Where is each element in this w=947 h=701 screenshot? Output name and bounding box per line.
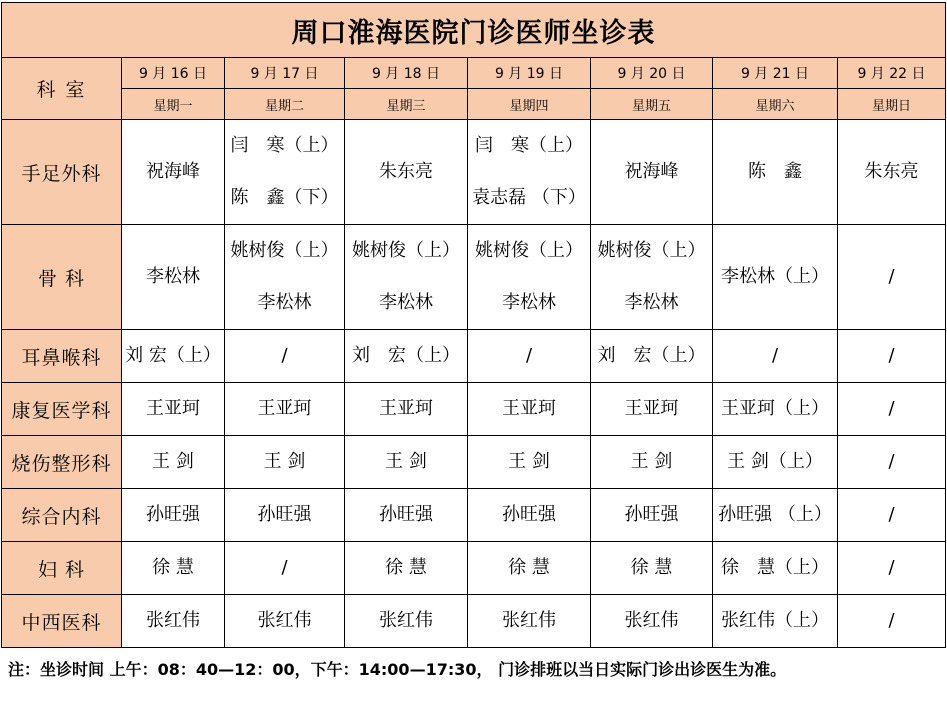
doctor-name: 王亚珂	[257, 398, 312, 419]
weekday-row	[2, 89, 946, 120]
doctor-name: 祝海峰	[624, 161, 679, 182]
schedule-cell	[468, 595, 591, 648]
schedule-cell	[225, 383, 345, 436]
department-name: 妇 科	[2, 542, 122, 595]
schedule-cell	[225, 330, 345, 383]
doctor-name: 朱东亮	[379, 161, 433, 182]
schedule-cell	[838, 595, 946, 648]
schedule-cell	[122, 542, 225, 595]
doctor-name: 王 剑	[630, 451, 673, 472]
doctor-name: 徐 慧	[385, 557, 427, 578]
schedule-footnote: 注：坐诊时间 上午：08：40—12：00，下午：14:00—17:30， 门诊排班以当日实际门诊出诊医生为准。	[8, 660, 787, 679]
doctor-name: 李松林	[146, 266, 200, 287]
schedule-cell	[713, 225, 838, 330]
schedule-cell	[468, 120, 591, 225]
doctor-name: 朱东亮	[864, 161, 919, 182]
doctor-name: 张红伟	[502, 610, 556, 631]
department-name: 康复医学科	[2, 383, 122, 436]
schedule-cell	[122, 595, 225, 648]
doctor-name: 孙旺强	[146, 504, 200, 525]
schedule-cell	[838, 436, 946, 489]
schedule-cell	[713, 383, 838, 436]
doctor-name: 陈 鑫	[748, 161, 802, 182]
schedule-cell	[468, 383, 591, 436]
schedule-cell	[225, 595, 345, 648]
table-row	[2, 489, 946, 542]
doctor-name: 孙旺强	[257, 504, 312, 525]
doctor-name: 李松林	[502, 292, 556, 313]
doctor-name: 王 剑	[508, 451, 550, 472]
doctor-name: 王 剑	[385, 451, 427, 472]
doctor-name: 徐 慧	[508, 557, 550, 578]
schedule-cell	[713, 436, 838, 489]
table-row	[2, 595, 946, 648]
schedule-cell	[591, 595, 713, 648]
schedule-cell	[345, 595, 468, 648]
doctor-name: /	[888, 451, 895, 472]
schedule-cell	[838, 383, 946, 436]
weekday-header-6: 星期六	[713, 89, 838, 120]
date-header-2: 9 月 17 日	[225, 58, 345, 89]
doctor-name: /	[888, 610, 895, 631]
schedule-cell	[345, 120, 468, 225]
date-header-4: 9 月 19 日	[468, 58, 591, 89]
date-header-5: 9 月 20 日	[591, 58, 713, 89]
department-name: 烧伤整形科	[2, 436, 122, 489]
schedule-cell	[122, 120, 225, 225]
doctor-name: 姚树俊（上）	[475, 240, 583, 261]
doctor-name: 陈 鑫（下）	[230, 187, 339, 208]
doctor-name: /	[771, 345, 779, 366]
schedule-cell	[225, 120, 345, 225]
weekday-header-1: 星期一	[122, 89, 225, 120]
doctor-name: 闫 寒（上）	[230, 135, 339, 156]
doctor-name: /	[888, 398, 895, 419]
schedule-cell	[713, 595, 838, 648]
doctor-name: 刘 宏（上）	[597, 345, 706, 366]
schedule-cell	[468, 436, 591, 489]
department-header: 科 室	[2, 58, 122, 120]
doctor-name: 刘 宏（上）	[125, 345, 221, 366]
doctor-name: 袁志磊 （下）	[472, 187, 586, 208]
schedule-cell	[225, 489, 345, 542]
date-header-3: 9 月 18 日	[345, 58, 468, 89]
schedule-cell	[838, 542, 946, 595]
schedule-cell	[838, 120, 946, 225]
doctor-name: /	[281, 557, 288, 578]
schedule-cell	[225, 225, 345, 330]
schedule-cell	[225, 542, 345, 595]
schedule-cell	[591, 383, 713, 436]
doctor-name: /	[888, 345, 895, 366]
schedule-cell	[838, 489, 946, 542]
table-row	[2, 225, 946, 330]
schedule-cell	[225, 436, 345, 489]
schedule-cell	[591, 225, 713, 330]
schedule-cell	[345, 225, 468, 330]
doctor-name: 李松林（上）	[721, 266, 829, 287]
schedule-cell	[122, 330, 225, 383]
schedule-cell	[122, 383, 225, 436]
doctor-name: 张红伟	[624, 610, 679, 631]
schedule-cell	[713, 542, 838, 595]
weekday-header-2: 星期二	[225, 89, 345, 120]
doctor-name: 祝海峰	[146, 161, 200, 182]
doctor-name: /	[525, 345, 533, 366]
department-name: 手足外科	[2, 120, 122, 225]
doctor-name: 王亚珂	[502, 398, 556, 419]
schedule-cell	[713, 489, 838, 542]
doctor-name: 李松林	[257, 292, 312, 313]
doctor-name: 王 剑	[263, 451, 306, 472]
title-row	[2, 3, 946, 58]
schedule-cell	[345, 542, 468, 595]
weekday-header-5: 星期五	[591, 89, 713, 120]
schedule-cell	[838, 330, 946, 383]
doctor-name: 李松林	[624, 292, 679, 313]
doctor-name: 孙旺强	[502, 504, 556, 525]
schedule-cell	[345, 489, 468, 542]
schedule-cell	[591, 489, 713, 542]
table-row	[2, 330, 946, 383]
doctor-name: /	[888, 266, 895, 287]
date-header-7: 9 月 22 日	[838, 58, 946, 89]
doctor-name: 李松林	[379, 292, 433, 313]
date-header-1: 9 月 16 日	[122, 58, 225, 89]
doctor-name: 闫 寒（上）	[475, 135, 583, 156]
doctor-name: 张红伟	[379, 610, 433, 631]
doctor-name: 王亚珂	[379, 398, 433, 419]
department-name: 耳鼻喉科	[2, 330, 122, 383]
schedule-table	[1, 2, 946, 648]
schedule-cell	[468, 225, 591, 330]
doctor-name: 徐 慧（上）	[721, 557, 829, 578]
schedule-cell	[345, 436, 468, 489]
department-name: 中西医科	[2, 595, 122, 648]
schedule-cell	[345, 330, 468, 383]
doctor-name: 王亚珂	[624, 398, 679, 419]
table-row	[2, 542, 946, 595]
table-row	[2, 436, 946, 489]
doctor-name: /	[888, 557, 895, 578]
date-header-6: 9 月 21 日	[713, 58, 838, 89]
table-row	[2, 120, 946, 225]
schedule-cell	[468, 542, 591, 595]
doctor-name: 张红伟	[257, 610, 312, 631]
weekday-header-7: 星期日	[838, 89, 946, 120]
schedule-cell	[713, 330, 838, 383]
schedule-cell	[591, 330, 713, 383]
weekday-header-4: 星期四	[468, 89, 591, 120]
doctor-name: 王亚珂	[146, 398, 200, 419]
doctor-name: 刘 宏（上）	[352, 345, 460, 366]
schedule-cell	[122, 436, 225, 489]
doctor-name: 王 剑（上）	[727, 451, 823, 472]
doctor-name: 张红伟（上）	[721, 610, 829, 631]
doctor-name: 王 剑	[152, 451, 194, 472]
date-row	[2, 58, 946, 89]
schedule-cell	[591, 542, 713, 595]
doctor-name: 徐 慧	[152, 557, 194, 578]
doctor-name: /	[888, 504, 895, 525]
doctor-name: 姚树俊（上）	[597, 240, 706, 261]
department-name: 综合内科	[2, 489, 122, 542]
department-name: 骨 科	[2, 225, 122, 330]
schedule-cell	[122, 225, 225, 330]
schedule-cell	[468, 330, 591, 383]
schedule-cell	[122, 489, 225, 542]
schedule-cell	[591, 120, 713, 225]
schedule-cell	[468, 489, 591, 542]
doctor-name: 王亚珂（上）	[721, 398, 829, 419]
doctor-name: 孙旺强	[379, 504, 433, 525]
weekday-header-3: 星期三	[345, 89, 468, 120]
doctor-name: 徐 慧	[630, 557, 673, 578]
doctor-name: /	[281, 345, 288, 366]
doctor-name: 姚树俊（上）	[230, 240, 339, 261]
table-row	[2, 383, 946, 436]
doctor-name: 张红伟	[146, 610, 200, 631]
schedule-cell	[838, 225, 946, 330]
doctor-name: 孙旺强 （上）	[718, 504, 832, 525]
doctor-name: 孙旺强	[624, 504, 679, 525]
schedule-cell	[591, 436, 713, 489]
page-title: 周口淮海医院门诊医师坐诊表	[2, 3, 946, 58]
schedule-cell	[345, 383, 468, 436]
doctor-name: 姚树俊（上）	[352, 240, 460, 261]
schedule-cell	[713, 120, 838, 225]
